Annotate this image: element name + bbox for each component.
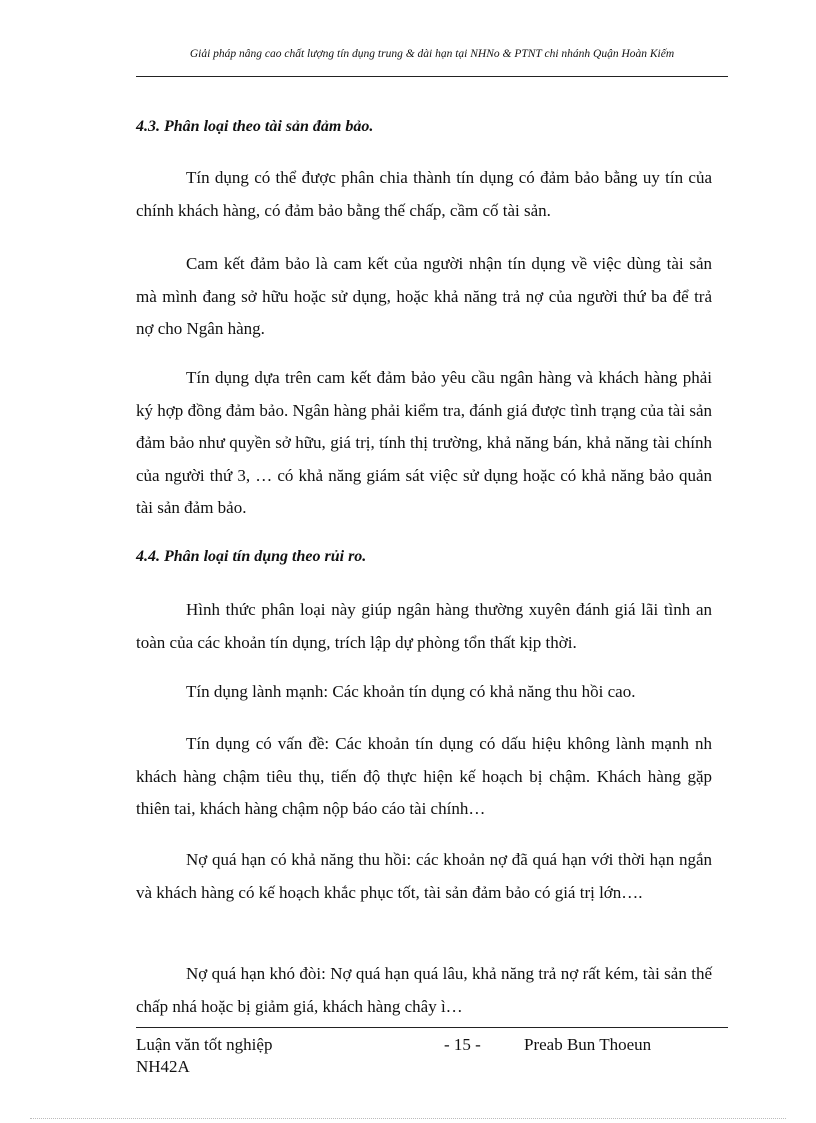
footer-left bbox=[136, 1034, 272, 1078]
paragraph: Tín dụng lành mạnh: Các khoản tín dụng có khả năng thu hồi cao. bbox=[186, 682, 636, 701]
section-title-4-3: 4.3. Phân loại theo tài sản đảm bảo. bbox=[136, 118, 374, 135]
paragraph: Tín dụng có thể được phân chia thành tín dụng có đảm bảo bằng uy tín của chính khách hàng, có đảm bảo bằng thế chấp, cầm cố tài sản. bbox=[136, 168, 712, 220]
page-edge-divider bbox=[30, 1118, 786, 1119]
paragraph: Hình thức phân loại này giúp ngân hàng thường xuyên đánh giá lãi tình an toàn của các khoản tín dụng, trích lập dự phòng tổn thất kịp thời. bbox=[136, 600, 712, 652]
running-header: Giải pháp nâng cao chất lượng tín dụng trung & dài hạn tại NHNo & PTNT chi nhánh Quận Hoàn Kiếm bbox=[136, 48, 728, 77]
paragraph: Nợ quá hạn có khả năng thu hồi: các khoản nợ đã quá hạn với thời hạn ngắn và khách hàng có kế hoạch khắc phục tốt, tài sản đảm bảo có giá trị lớn…. bbox=[136, 850, 712, 902]
paragraph: Tín dụng dựa trên cam kết đảm bảo yêu cầu ngân hàng và khách hàng phải ký hợp đồng đảm bảo. Ngân hàng phải kiểm tra, đánh giá được tình trạng của tài sản đảm bảo như quyền sở hữu, giá trị, tính thị trường, khả năng bán, khả năng tài chính của người thứ 3, … có khả năng giám sát việc sử dụng hoặc có khả năng bảo quản tài sản đảm bảo. bbox=[136, 368, 712, 517]
footer-divider bbox=[136, 1027, 728, 1028]
footer-thesis-label: Luận văn tốt nghiệp bbox=[136, 1035, 273, 1054]
footer-class-code: NH42A bbox=[136, 1057, 190, 1076]
paragraph: Nợ quá hạn khó đòi: Nợ quá hạn quá lâu, khả năng trả nợ rất kém, tài sản thế chấp nhá hoặc bị giảm giá, khách hàng chây ì… bbox=[136, 964, 712, 1016]
page-number: - 15 - bbox=[444, 1035, 481, 1054]
section-title-4-4: 4.4. Phân loại tín dụng theo rủi ro. bbox=[136, 548, 367, 565]
paragraph: Tín dụng có vấn đề: Các khoản tín dụng có dấu hiệu không lành mạnh nh khách hàng chậm tiêu thụ, tiến độ thực hiện kế hoạch bị chậm. Khách hàng gặp thiên tai, khách hàng chậm nộp báo cáo tài chính… bbox=[136, 734, 712, 818]
paragraph: Cam kết đảm bảo là cam kết của người nhận tín dụng về việc dùng tài sản mà mình đang sở hữu hoặc sử dụng, hoặc khả năng trả nợ của người thứ ba để trả nợ cho Ngân hàng. bbox=[136, 254, 712, 338]
footer-author: Preab Bun Thoeun bbox=[524, 1035, 652, 1054]
